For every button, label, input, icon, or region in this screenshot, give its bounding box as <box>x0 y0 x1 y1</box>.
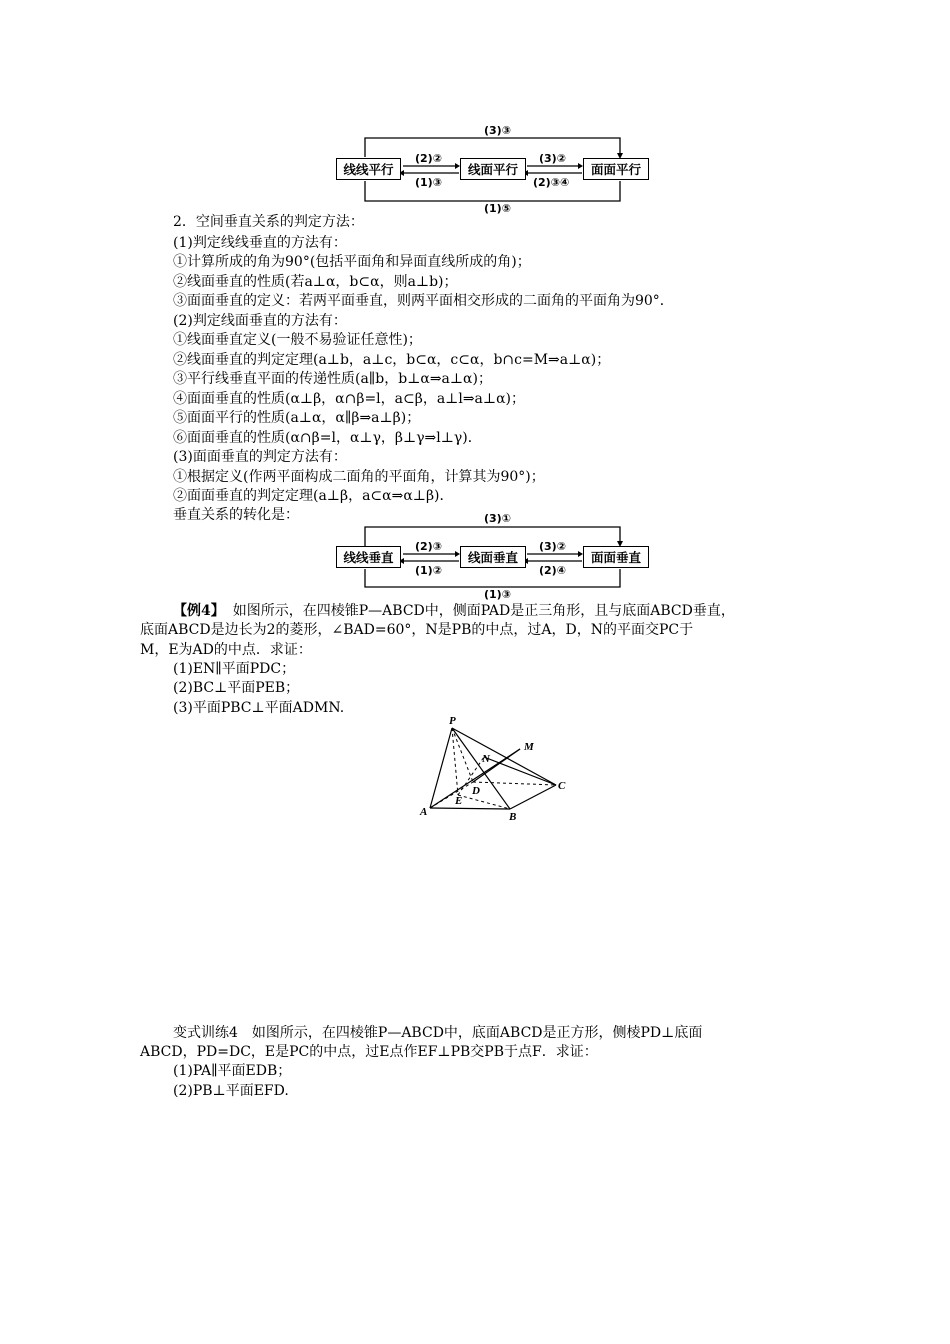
perp-left-back-label: (1)② <box>415 564 443 577</box>
section2-p2-item: ②线面垂直的判定定理(a⊥b，a⊥c，b⊂α，c⊂α，b∩c=M⇒a⊥α)； <box>173 352 611 368</box>
section2-p2-item: ③平行线垂直平面的传递性质(a∥b，b⊥α⇒a⊥α)； <box>173 371 492 387</box>
parallel-right-back-label: (2)③④ <box>533 176 570 189</box>
point-label-p: P <box>449 715 456 727</box>
box-line-line-parallel: 线线平行 <box>336 158 401 180</box>
section2-p2-item: ④面面垂直的性质(α⊥β，α∩β=l，a⊂β，a⊥l⇒a⊥α)； <box>173 391 525 407</box>
parallel-right-forward-label: (3)② <box>539 152 567 165</box>
point-label-a: A <box>420 806 428 818</box>
box-line-line-perp: 线线垂直 <box>336 546 401 568</box>
section2-p2-item: ⑥面面垂直的性质(α∩β=l，α⊥γ，β⊥γ⇒l⊥γ)． <box>173 430 482 446</box>
section2-p1-item: ②线面垂直的性质(若a⊥α，b⊂α，则a⊥b)； <box>173 274 458 290</box>
box-plane-plane-parallel: 面面平行 <box>583 158 649 180</box>
parallel-left-back-label: (1)③ <box>415 176 443 189</box>
section2-p2-title: (2)判定线面垂直的方法有： <box>173 313 347 329</box>
section2-p3-item: ②面面垂直的判定定理(a⊥β，a⊂α⇒α⊥β)． <box>173 488 454 504</box>
section2-p3-item: ①根据定义(作两平面构成二面角的平面角，计算其为90°)； <box>173 469 545 485</box>
parallel-top-label: (3)③ <box>484 124 512 137</box>
section2-p1-item: ①计算所成的角为90°(包括平面角和异面直线所成的角)； <box>173 254 531 270</box>
example4-item: (1)EN∥平面PDC； <box>173 661 296 677</box>
transform-line: 垂直关系的转化是： <box>173 507 299 523</box>
section2-p1-title: (1)判定线线垂直的方法有： <box>173 235 347 251</box>
example4-line1: 如图所示，在四棱锥P—ABCD中，侧面PAD是正三角形，且与底面ABCD垂直， <box>232 603 735 619</box>
box-line-plane-perp: 线面垂直 <box>460 546 526 568</box>
section2-p2-item: ①线面垂直定义(一般不易验证任意性)； <box>173 332 422 348</box>
box-plane-plane-perp: 面面垂直 <box>583 546 649 568</box>
parallel-left-forward-label: (2)② <box>415 152 443 165</box>
variant4-item: (2)PB⊥平面EFD. <box>173 1083 289 1099</box>
example4-tag: 【例4】 <box>173 603 225 619</box>
point-label-c: C <box>558 780 566 792</box>
point-label-n: N <box>482 753 490 765</box>
perp-bottom-label: (1)③ <box>484 588 512 601</box>
point-label-b: B <box>509 811 517 823</box>
point-label-e: E <box>455 795 463 807</box>
variant4-line1: 变式训练4 如图所示，在四棱锥P—ABCD中，底面ABCD是正方形，侧棱PD⊥底面 <box>173 1025 703 1041</box>
variant4-item: (1)PA∥平面EDB； <box>173 1063 292 1079</box>
perp-left-forward-label: (2)③ <box>415 540 443 553</box>
section2-p3-title: (3)面面垂直的判定方法有： <box>173 449 347 465</box>
section2-p1-item: ③面面垂直的定义：若两平面垂直，则两平面相交形成的二面角的平面角为90°． <box>173 293 674 309</box>
example4-item: (2)BC⊥平面PEB； <box>173 680 300 696</box>
variant4-line2: ABCD，PD=DC，E是PC的中点，过E点作EF⊥PB交PB于点F．求证： <box>140 1044 598 1060</box>
section2-p2-item: ⑤面面平行的性质(a⊥α，α∥β⇒a⊥β)； <box>173 410 421 426</box>
parallel-bottom-label: (1)⑤ <box>484 202 512 215</box>
box-line-plane-parallel: 线面平行 <box>460 158 526 180</box>
perp-right-forward-label: (3)② <box>539 540 567 553</box>
perp-right-back-label: (2)④ <box>539 564 567 577</box>
example4-line2: 底面ABCD是边长为2的菱形，∠BAD=60°，N是PB的中点，过A，D，N的平面交PC于 <box>140 622 694 638</box>
section2-heading: 2．空间垂直关系的判定方法： <box>173 214 364 230</box>
point-label-m: M <box>524 741 534 753</box>
example4-line3: M，E为AD的中点．求证： <box>140 642 312 658</box>
perp-top-label: (3)① <box>484 512 512 525</box>
example4-item: (3)平面PBC⊥平面ADMN. <box>173 700 345 716</box>
point-label-d: D <box>472 785 480 797</box>
